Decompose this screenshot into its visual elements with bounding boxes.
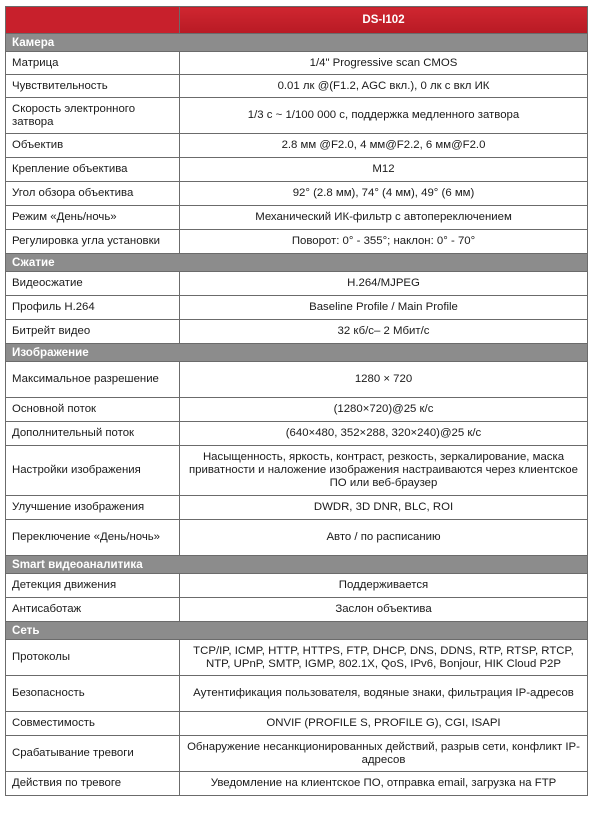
spec-value: ONVIF (PROFILE S, PROFILE G), CGI, ISAPI bbox=[180, 712, 588, 736]
spec-row bbox=[6, 272, 588, 296]
spec-value: Уведомление на клиентское ПО, отправка email, загрузка на FTP bbox=[180, 772, 588, 796]
spec-row bbox=[6, 446, 588, 496]
spec-label: Переключение «День/ночь» bbox=[6, 520, 180, 556]
spec-value: Аутентификация пользователя, водяные знаки, фильтрация IP-адресов bbox=[180, 676, 588, 712]
spec-label: Детекция движения bbox=[6, 574, 180, 598]
spec-value: Заслон объектива bbox=[180, 598, 588, 622]
spec-value: 0.01 лк @(F1.2, AGC вкл.), 0 лк с вкл ИК bbox=[180, 75, 588, 98]
spec-label: Битрейт видео bbox=[6, 320, 180, 344]
spec-row bbox=[6, 422, 588, 446]
spec-label: Основной поток bbox=[6, 398, 180, 422]
spec-value: 1280 × 720 bbox=[180, 362, 588, 398]
spec-row bbox=[6, 52, 588, 75]
spec-value: Обнаружение несанкционированных действий, разрыв сети, конфликт IP-адресов bbox=[180, 736, 588, 772]
section-header bbox=[6, 254, 588, 272]
spec-label: Матрица bbox=[6, 52, 180, 75]
section-header bbox=[6, 556, 588, 574]
spec-value: 1/3 с ~ 1/100 000 с, поддержка медленного затвора bbox=[180, 98, 588, 134]
spec-value: (1280×720)@25 к/с bbox=[180, 398, 588, 422]
spec-row bbox=[6, 640, 588, 676]
spec-row bbox=[6, 736, 588, 772]
spec-label: Профиль H.264 bbox=[6, 296, 180, 320]
section-title: Сжатие bbox=[6, 254, 588, 272]
spec-row bbox=[6, 182, 588, 206]
spec-label: Дополнительный поток bbox=[6, 422, 180, 446]
spec-label: Настройки изображения bbox=[6, 446, 180, 496]
spec-label: Режим «День/ночь» bbox=[6, 206, 180, 230]
spec-table-body bbox=[6, 7, 588, 796]
spec-label: Регулировка угла установки bbox=[6, 230, 180, 254]
spec-value: H.264/MJPEG bbox=[180, 272, 588, 296]
spec-row bbox=[6, 320, 588, 344]
spec-label: Антисаботаж bbox=[6, 598, 180, 622]
spec-value: Механический ИК-фильтр с автопереключением bbox=[180, 206, 588, 230]
spec-value: Насыщенность, яркость, контраст, резкость, зеркалирование, маска приватности и наложение изображения настраиваются через клиентское ПО или веб-браузер bbox=[180, 446, 588, 496]
spec-row bbox=[6, 574, 588, 598]
spec-value: TCP/IP, ICMP, HTTP, HTTPS, FTP, DHCP, DNS, DDNS, RTP, RTSP, RTCP, NTP, UPnP, SMTP, IGMP, 802.1X, QoS, IPv6, Bonjour, HIK Cloud P2P bbox=[180, 640, 588, 676]
spec-label: Протоколы bbox=[6, 640, 180, 676]
section-header bbox=[6, 622, 588, 640]
spec-value: DWDR, 3D DNR, BLC, ROI bbox=[180, 496, 588, 520]
spec-label: Безопасность bbox=[6, 676, 180, 712]
header-empty-cell bbox=[6, 7, 180, 34]
spec-row bbox=[6, 98, 588, 134]
spec-row bbox=[6, 520, 588, 556]
section-header bbox=[6, 34, 588, 52]
spec-label: Улучшение изображения bbox=[6, 496, 180, 520]
spec-row bbox=[6, 598, 588, 622]
spec-row bbox=[6, 362, 588, 398]
spec-row bbox=[6, 158, 588, 182]
spec-table bbox=[5, 6, 588, 796]
spec-value: M12 bbox=[180, 158, 588, 182]
spec-value: 32 кб/с– 2 Мбит/с bbox=[180, 320, 588, 344]
spec-label: Совместимость bbox=[6, 712, 180, 736]
spec-label: Крепление объектива bbox=[6, 158, 180, 182]
spec-label: Скорость электронного затвора bbox=[6, 98, 180, 134]
section-title: Камера bbox=[6, 34, 588, 52]
spec-label: Максимальное разрешение bbox=[6, 362, 180, 398]
spec-row bbox=[6, 398, 588, 422]
spec-row bbox=[6, 712, 588, 736]
spec-value: 1/4" Progressive scan CMOS bbox=[180, 52, 588, 75]
section-title: Сеть bbox=[6, 622, 588, 640]
spec-value: 92° (2.8 мм), 74° (4 мм), 49° (6 мм) bbox=[180, 182, 588, 206]
spec-row bbox=[6, 206, 588, 230]
spec-row bbox=[6, 496, 588, 520]
section-header bbox=[6, 344, 588, 362]
spec-value: Авто / по расписанию bbox=[180, 520, 588, 556]
spec-label: Чувствительность bbox=[6, 75, 180, 98]
spec-row bbox=[6, 772, 588, 796]
header-row bbox=[6, 7, 588, 34]
spec-value: Поддерживается bbox=[180, 574, 588, 598]
spec-row bbox=[6, 75, 588, 98]
spec-label: Объектив bbox=[6, 134, 180, 158]
spec-label: Действия по тревоге bbox=[6, 772, 180, 796]
section-title: Smart видеоаналитика bbox=[6, 556, 588, 574]
spec-label: Видеосжатие bbox=[6, 272, 180, 296]
spec-row bbox=[6, 676, 588, 712]
spec-label: Угол обзора объектива bbox=[6, 182, 180, 206]
spec-row bbox=[6, 134, 588, 158]
spec-row bbox=[6, 296, 588, 320]
spec-value: Поворот: 0° - 355°; наклон: 0° - 70° bbox=[180, 230, 588, 254]
spec-row bbox=[6, 230, 588, 254]
model-name: DS-I102 bbox=[180, 7, 588, 34]
spec-label: Срабатывание тревоги bbox=[6, 736, 180, 772]
spec-value: (640×480, 352×288, 320×240)@25 к/с bbox=[180, 422, 588, 446]
spec-value: 2.8 мм @F2.0, 4 мм@F2.2, 6 мм@F2.0 bbox=[180, 134, 588, 158]
section-title: Изображение bbox=[6, 344, 588, 362]
spec-value: Baseline Profile / Main Profile bbox=[180, 296, 588, 320]
